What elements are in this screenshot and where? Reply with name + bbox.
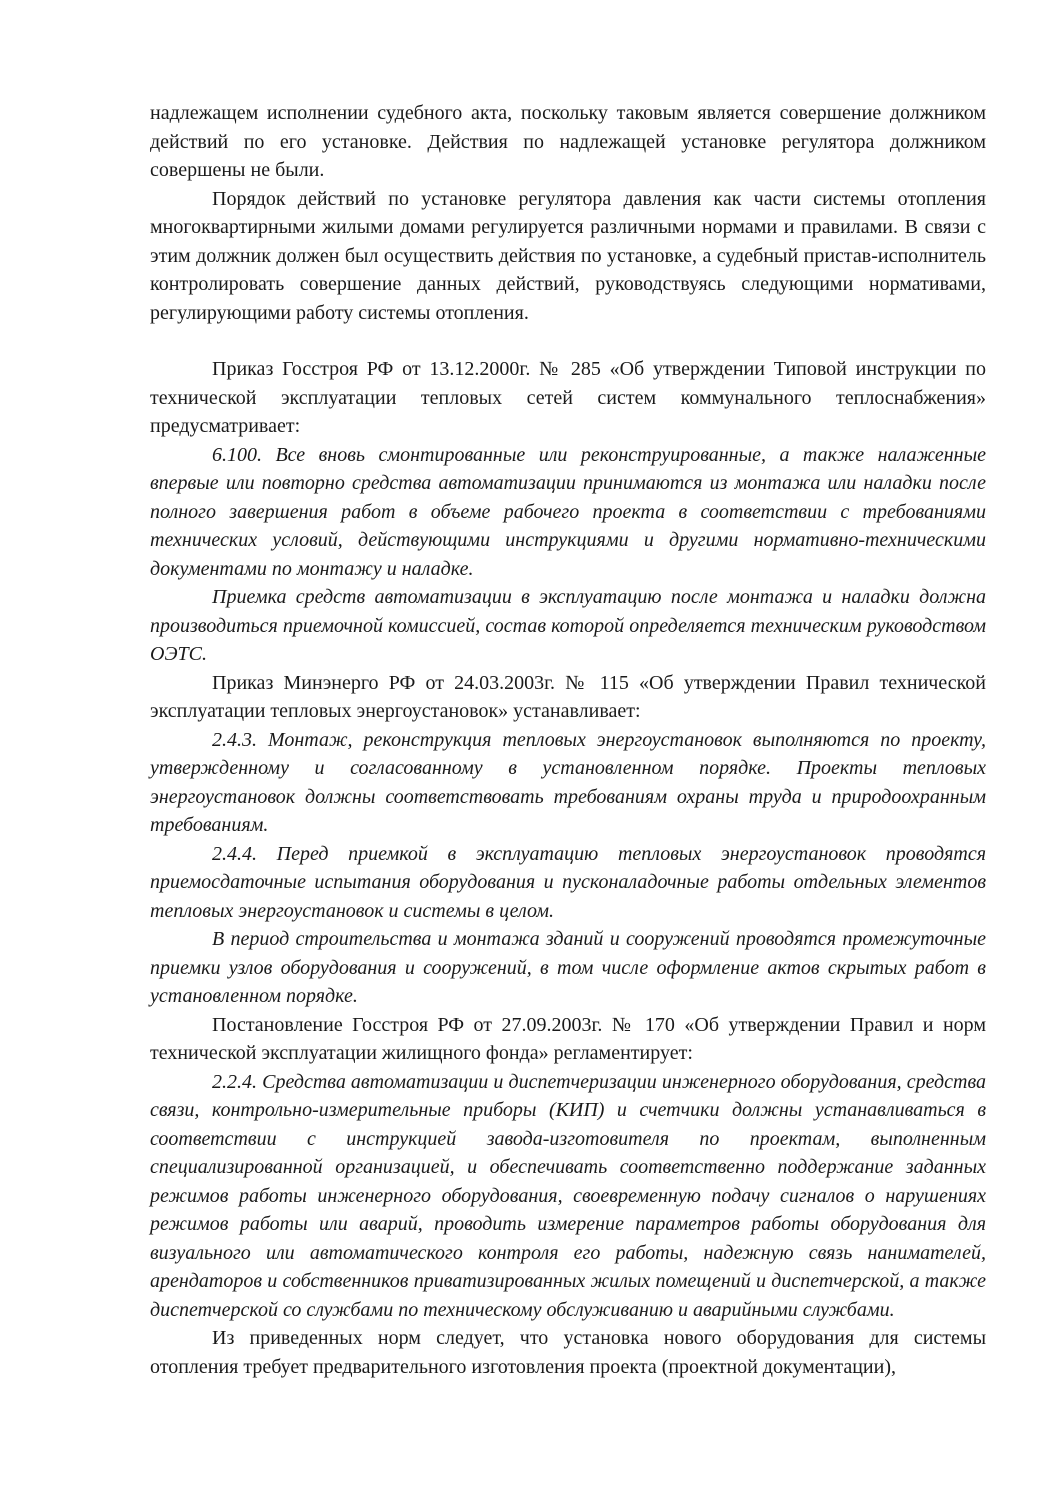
quote-2-4-4: 2.4.4. Перед приемкой в эксплуатацию тепловых энергоустановок проводятся приемосдаточные испытания оборудования и пусконаладочные работы отдельных элементов тепловых энергоустановок и системы в целом. xyxy=(150,842,986,922)
quote-construction-period: В период строительства и монтажа зданий и сооружений проводятся промежуточные приемки узлов оборудования и сооружений, в том числе оформление актов скрытых работ в установленном порядке. xyxy=(150,928,986,1007)
paragraph-gosstroy-resolution: Постановление Госстроя РФ от 27.09.2003г. № 170 «Об утверждении Правил и норм технической эксплуатации жилищного фонда» регламентирует: xyxy=(150,1013,986,1064)
quote-2-2-4: 2.2.4. Средства автоматизации и диспетчеризации инженерного оборудования, средства связи, контрольно-измерительные приборы (КИП) и счетчики должны устанавливаться в соответствии с инструкцией завода-изготовителя по проектам, выполненным специализированной организацией, и обеспечивать соответственно поддержание заданных режимов работы инженерного оборудования, своевременную подачу сигналов о нарушениях режимов работы или аварий, проводить измерение параметров работы оборудования для визуального или автоматического контроля его работы, надежную связь нанимателей, арендаторов и собственников приватизированных жилых помещений и диспетчерской, а также диспетчерской со службами по техническому обслуживанию и аварийными службами. xyxy=(150,1070,986,1321)
quote-2-4-3: 2.4.3. Монтаж, реконструкция тепловых энергоустановок выполняются по проекту, утвержденному и согласованному в установленном порядке. Проекты тепловых энергоустановок должны соответствовать требованиям охраны труда и природоохранным требованиям. xyxy=(150,728,986,836)
paragraph-gosstroy-order: Приказ Госстроя РФ от 13.12.2000г. № 285 «Об утверждении Типовой инструкции по технической эксплуатации тепловых сетей систем коммунального теплоснабжения» предусматривает: xyxy=(150,358,986,437)
document-page xyxy=(150,99,986,1381)
paragraph-minenergo-order: Приказ Минэнерго РФ от 24.03.2003г. № 115 «Об утверждении Правил технической эксплуатации тепловых энергоустановок» устанавливает: xyxy=(150,671,986,722)
paragraph-continuation: надлежащем исполнении судебного акта, поскольку таковым является совершение должником действий по его установке. Действия по надлежащей установке регулятора должником совершены не были. xyxy=(150,102,986,181)
paragraph-spacer xyxy=(150,327,986,355)
quote-6-100: 6.100. Все вновь смонтированные или реконструированные, а также налаженные впервые или повторно средства автоматизации принимаются из монтажа или наладки после полного завершения работ в объеме рабочего проекта в соответствии с требованиями технических условий, действующими инструкциями и другими нормативно-техническими документами по монтажу и наладке. xyxy=(150,443,986,580)
paragraph-procedure: Порядок действий по установке регулятора давления как части системы отопления многоквартирными жилыми домами регулируется различными нормами и правилами. В связи с этим должник должен был осуществить действия по установке, а судебный пристав-исполнитель контролировать совершение данных действий, руководствуясь следующими нормативами, регулирующими работу системы отопления. xyxy=(150,187,986,324)
paragraph-conclusion: Из приведенных норм следует, что установка нового оборудования для системы отопления требует предварительного изготовления проекта (проектной документации), xyxy=(150,1327,986,1378)
quote-acceptance: Приемка средств автоматизации в эксплуатацию после монтажа и наладки должна производиться приемочной комиссией, состав которой определяется техническим руководством ОЭТС. xyxy=(150,586,986,665)
